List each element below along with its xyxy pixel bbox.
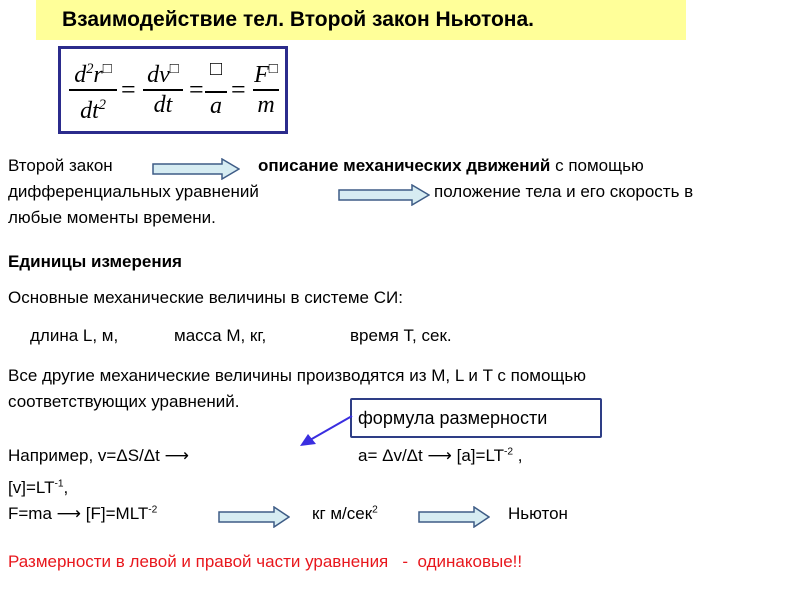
formula-m: m (257, 92, 275, 118)
time-unit: время T, сек. (350, 326, 452, 345)
force-definition: F=ma (8, 504, 52, 523)
callout-pointer-arrow-icon (296, 412, 356, 448)
vector-placeholder-icon: □ (102, 61, 112, 77)
velocity-dimension: [v]=LT (8, 478, 55, 497)
force-example (8, 504, 157, 524)
fraction-F-m (251, 55, 281, 119)
formula-a: a (205, 91, 227, 119)
second-law-label: Второй закон (8, 156, 113, 175)
fraction-dv-dt (141, 55, 185, 119)
unit-exponent: 2 (372, 504, 378, 516)
mass-unit: масса M, кг, (174, 326, 267, 345)
acceleration-example (358, 446, 523, 466)
acceleration-dim-tail: , (513, 446, 523, 465)
block-arrow-icon-3 (218, 506, 290, 528)
newton-unit: Ньютон (508, 504, 568, 523)
differential-equations-text: дифференциальных уравнений (8, 182, 259, 201)
position-speed-text: положение тела и его скорость в (434, 182, 694, 201)
dimension-formula-label: формула размерности (358, 408, 548, 428)
si-base-quantities-text: Основные механические величины в системе СИ: (8, 288, 403, 307)
length-unit: длина L, м, (30, 326, 119, 345)
paragraph1-line1 (258, 156, 644, 176)
long-arrow-icon-3: ⟶ (56, 504, 82, 523)
dimensions-conclusion: Размерности в левой и правой части уравнения - одинаковые!! (8, 552, 523, 571)
force-dim-exponent: -2 (148, 504, 158, 516)
formula-F: F (254, 62, 269, 88)
equals-sign-1: = (121, 75, 136, 104)
slide-title: Взаимодействие тел. Второй закон Ньютона. (62, 8, 534, 31)
any-moment-text: любые моменты времени. (8, 208, 216, 227)
equals-sign-2: = (189, 75, 204, 104)
velocity-example (8, 446, 189, 466)
acceleration-term (205, 55, 227, 119)
formula-d: d (74, 62, 87, 88)
formula-r: r (93, 62, 103, 88)
block-arrow-icon-1 (152, 158, 240, 180)
long-arrow-icon-1: ⟶ (164, 446, 189, 465)
acceleration-dim-exponent: -2 (504, 446, 514, 458)
force-dimension: [F]=MLT (85, 504, 149, 523)
formula-dt-2: dt (153, 92, 173, 118)
velocity-dimension-line (8, 478, 68, 498)
acceleration-dimension: [a]=LT (456, 446, 505, 465)
velocity-dim-tail: , (63, 478, 69, 497)
block-arrow-icon-2 (338, 184, 430, 206)
velocity-definition: Например, v=ΔS/Δt (8, 446, 160, 465)
vector-placeholder-icon-2: □ (169, 61, 179, 77)
unit-kg-m-s: кг м/сек (312, 504, 373, 523)
formula-dt: dt (80, 98, 99, 124)
vector-placeholder-icon-3: □ (209, 58, 223, 80)
with-help-text: с помощью (550, 156, 644, 175)
derived-quantities-line2: соответствующих уравнений. (8, 392, 240, 411)
mechanical-motion-description: описание механических движений (258, 156, 551, 175)
fraction-d2r-dt2 (67, 55, 119, 125)
long-arrow-icon-2: ⟶ (427, 446, 452, 465)
formula-dv: dv (147, 62, 170, 88)
vector-placeholder-icon-4: □ (268, 61, 278, 77)
equals-sign-3: = (231, 75, 246, 104)
block-arrow-icon-4 (418, 506, 490, 528)
acceleration-definition: a= Δv/Δt (358, 446, 423, 465)
newton-formula-box (58, 46, 288, 134)
units-heading: Единицы измерения (8, 252, 182, 271)
formula-sup-2: 2 (86, 61, 94, 77)
si-unit-expression (312, 504, 378, 524)
formula-sup-2b: 2 (98, 97, 106, 113)
velocity-dim-exponent: -1 (54, 478, 64, 490)
derived-quantities-line1: Все другие механические величины производятся из M, L и T с помощью (8, 366, 587, 385)
